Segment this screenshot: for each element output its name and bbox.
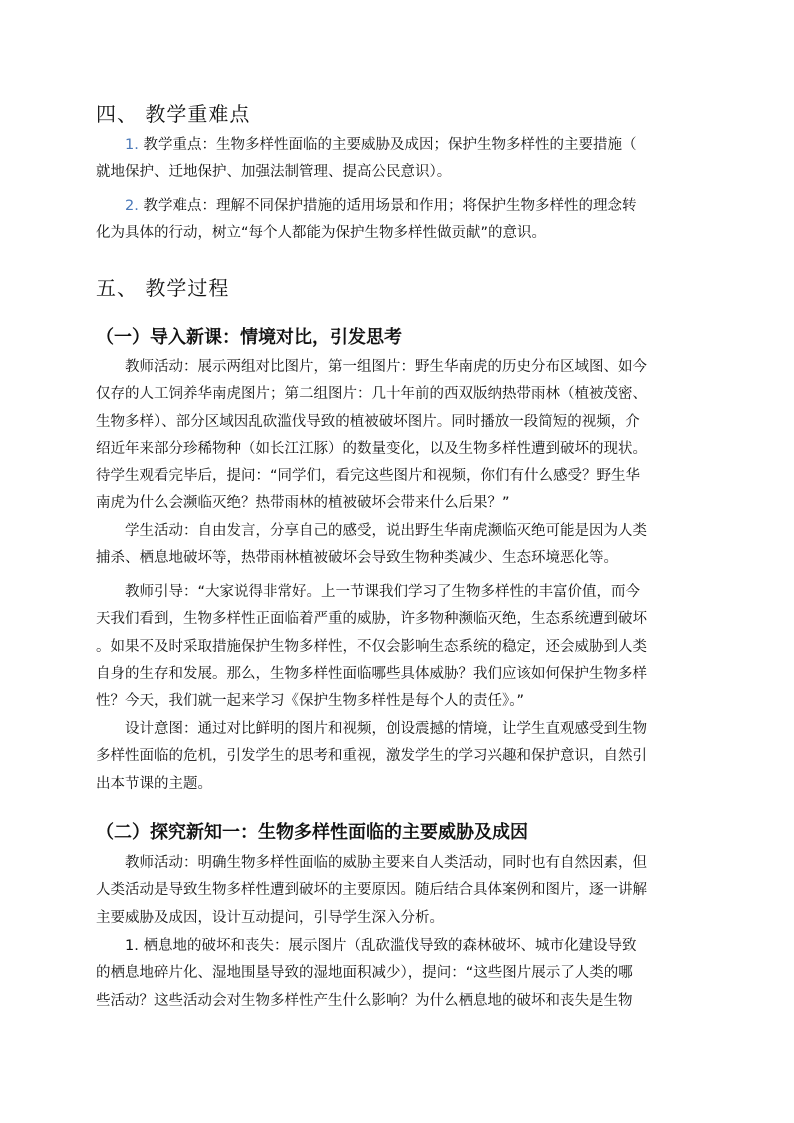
text-line: 生物多样）、部分区域因乱砍滥伐导致的植被破坏图片。同时播放一段简短的视频，介: [96, 413, 640, 430]
text-line: 学生活动：自由发言，分享自己的感受，说出野生华南虎濒临灭绝可能是因为人类: [125, 523, 647, 539]
paragraph-teacher-activity-2: [96, 850, 700, 932]
text-line: 人类活动是导致生物多样性遭到破坏的主要原因。随后结合具体案例和图片，逐一讲解: [96, 882, 647, 899]
text-line: 教师活动：明确生物多样性面临的威胁主要来自人类活动，同时也有自然因素，但: [125, 855, 647, 871]
paragraph-student-activity: [96, 518, 700, 573]
text-line: 多样性面临的危机，引发学生的思考和重视，激发学生的学习兴趣和保护意识，自然引: [96, 748, 647, 765]
text-line: 设计意图：通过对比鲜明的图片和视频，创设震撼的情境，让学生直观感受到生物: [125, 721, 647, 737]
text-line: 性？今天，我们就一起来学习《保护生物多样性是每个人的责任》。”: [96, 693, 525, 710]
list-number: 1.: [125, 137, 139, 153]
paragraph-design-intent: [96, 716, 700, 798]
text-line: 待学生观看完毕后，提问：“同学们，看完这些图片和视频，你们有什么感受？野生华: [96, 468, 641, 485]
text-line: 教师引导：“大家说得非常好。上一节课我们学习了生物多样性的丰富价值，而今: [125, 584, 641, 600]
text-line: 的栖息地碎片化、湿地围垦导致的湿地面积减少），提问：“这些图片展示了人类的哪: [96, 965, 633, 982]
paragraph-teacher-activity: [96, 354, 700, 518]
text-line: 教师活动：展示两组对比图片，第一组图片：野生华南虎的历史分布区域图、如今: [125, 359, 647, 375]
subsection-heading-1: （一）导入新课：情境对比，引发思考: [96, 327, 402, 348]
text-line: 教学难点：理解不同保护措施的适用场景和作用；将保护生物多样性的理念转: [138, 198, 637, 214]
section-heading-5: 五、 教学过程: [96, 276, 230, 300]
text-line: 天我们看到，生物多样性正面临着严重的威胁，许多物种濒临灭绝，生态系统遭到破坏: [96, 611, 647, 628]
text-line: 绍近年来部分珍稀物种（如长江江豚）的数量变化，以及生物多样性遭到破坏的现状。: [96, 440, 647, 457]
text-line: 南虎为什么会濒临灭绝？热带雨林的植被破坏会带来什么后果？”: [96, 495, 510, 512]
subsection-heading-2: （二）探究新知一：生物多样性面临的主要威胁及成因: [96, 822, 528, 843]
text-line: 。如果不及时采取措施保护生物多样性，不仅会影响生态系统的稳定，还会威胁到人类: [96, 638, 647, 655]
section-heading-4: 四、 教学重难点: [96, 102, 251, 126]
text-line: 教学重点：生物多样性面临的主要威胁及成因；保护生物多样性的主要措施（: [138, 137, 637, 153]
text-line: 栖息地的破坏和丧失：展示图片（乱砍滥伐导致的森林破坏、城市化建设导致: [138, 938, 637, 954]
text-line: 出本节课的主题。: [96, 775, 212, 792]
text-line: 仅存的人工饲养华南虎图片；第二组图片：几十年前的西双版纳热带雨林（植被茂密、: [96, 386, 647, 403]
list-number: 2.: [125, 198, 139, 214]
text-line: 就地保护、迁地保护、加强法制管理、提高公民意识）。: [96, 164, 452, 181]
paragraph-teacher-guidance: [96, 579, 700, 715]
list-item-key-points: [96, 132, 700, 187]
list-item-difficult-points: [96, 193, 700, 248]
text-line: 主要威胁及成因，设计互动提问，引导学生深入分析。: [96, 909, 444, 926]
text-line: 捕杀、栖息地破坏等，热带雨林植被破坏会导致生物种类减少、生态环境恶化等。: [96, 550, 618, 567]
list-item-habitat-loss: [96, 933, 700, 1015]
text-line: 化为具体的行动，树立“每个人都能为保护生物多样性做贡献”的意识。: [96, 225, 547, 242]
text-line: 些活动？这些活动会对生物多样性产生什么影响？为什么栖息地的破坏和丧失是生物: [96, 992, 633, 1009]
list-number: 1.: [125, 938, 139, 954]
text-line: 自身的生存和发展。那么，生物多样性面临哪些具体威胁？我们应该如何保护生物多样: [96, 665, 647, 682]
